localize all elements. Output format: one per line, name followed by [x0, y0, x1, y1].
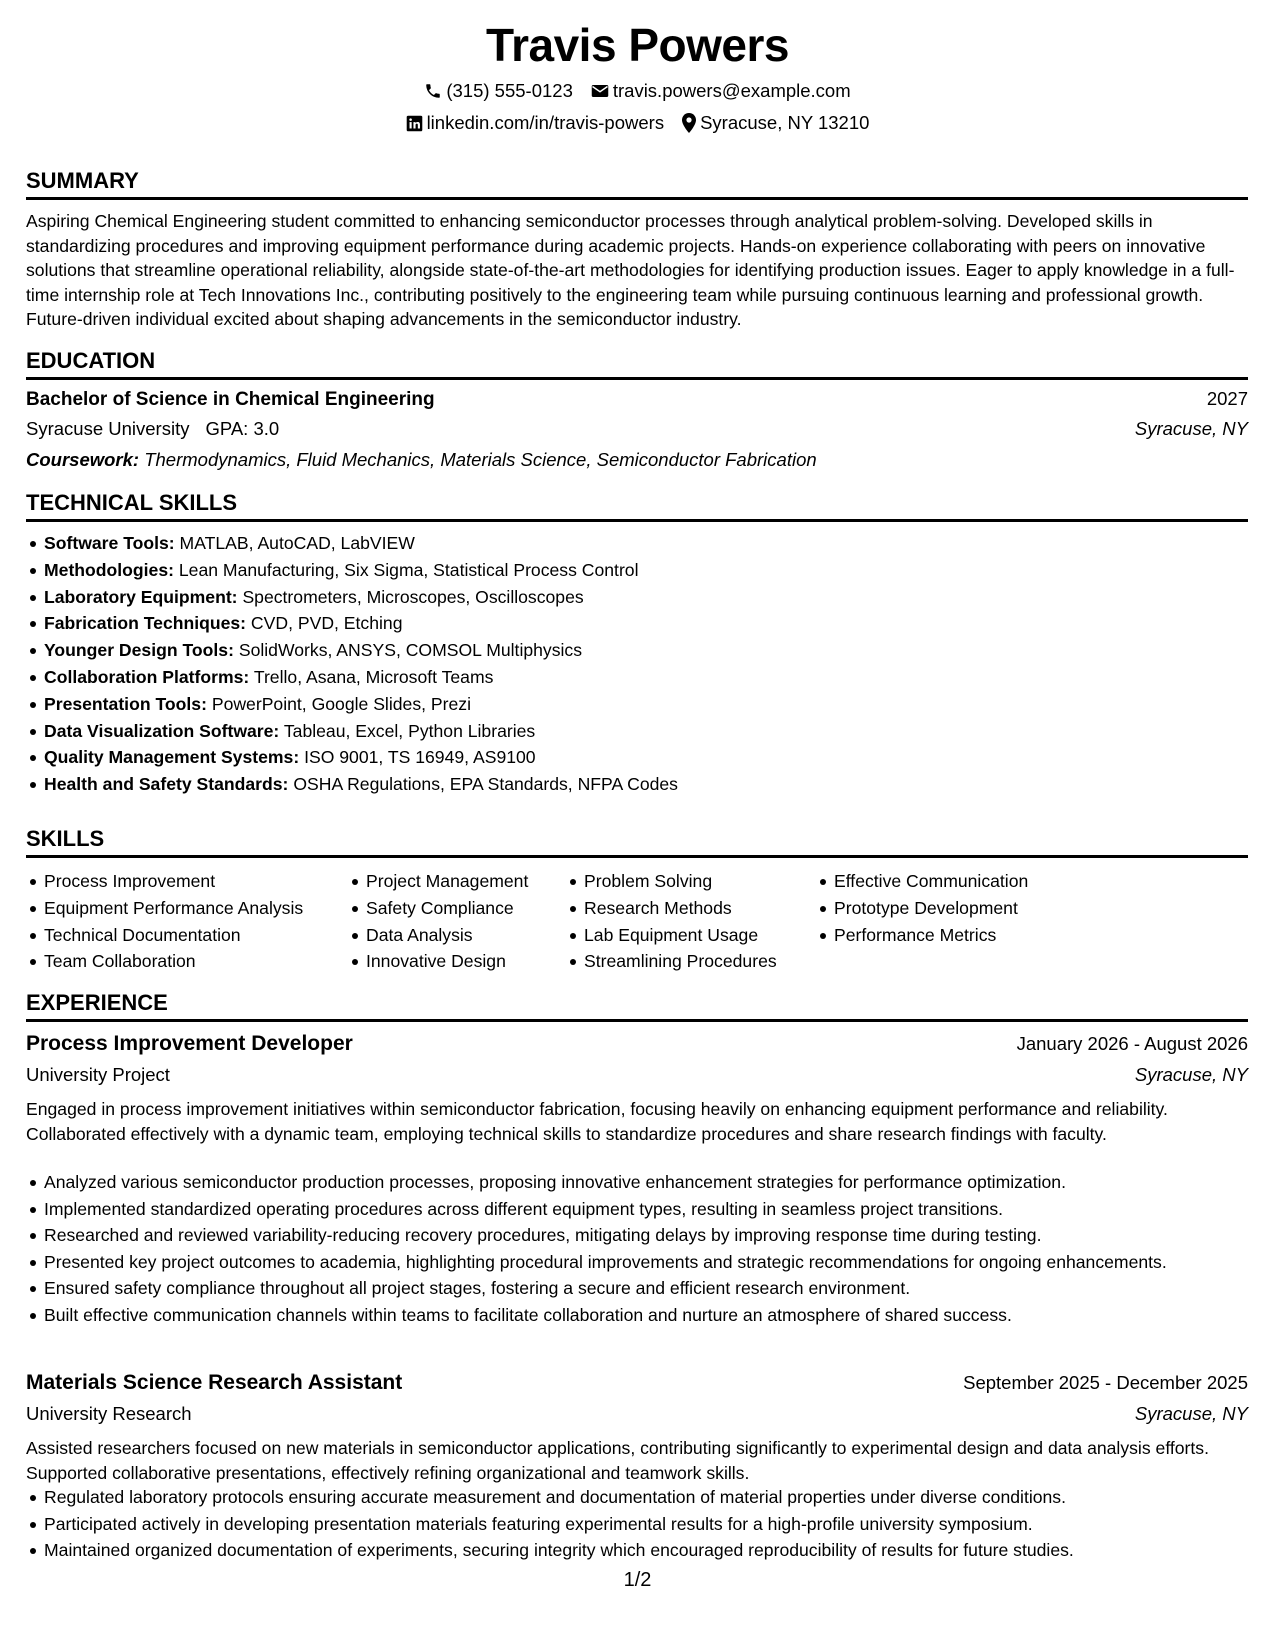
job-location: Syracuse, NY [1134, 1064, 1248, 1085]
list-item: Ensured safety compliance throughout all project stages, fostering a secure and efficient research environment. [26, 1276, 1248, 1301]
list-item: Fabrication Techniques: CVD, PVD, Etching [26, 610, 1248, 637]
map-pin-icon [682, 113, 696, 133]
list-item: Health and Safety Standards: OSHA Regulations, EPA Standards, NFPA Codes [26, 771, 1248, 798]
education-school-row [26, 418, 1248, 440]
summary-text: Aspiring Chemical Engineering student committed to enhancing semiconductor processes through analytical problem-solving. Developed skills in standardizing procedures and improving equipment performance during academic projects. Hands-on experience collaborating with peers on innovative solutions that streamline operational reliability, alongside state-of-the-art methodologies for identifying production issues. Eager to apply knowledge in a full-time internship role at Tech Innovations Inc., contributing positively to the engineering team while pursuing continuous learning and professional growth. Future-driven individual excited about shaping advancements in the semiconductor industry. [26, 211, 1235, 329]
list-item: Prototype Development [816, 895, 1076, 922]
skills-column [816, 868, 1076, 975]
contact-line-1 [0, 80, 1275, 102]
list-item: Implemented standardized operating procedures across different equipment types, resulting in seamless project transitions. [26, 1197, 1248, 1222]
list-item: Methodologies: Lean Manufacturing, Six Sigma, Statistical Process Control [26, 557, 1248, 584]
school-info [26, 418, 279, 440]
job-bullets [26, 1485, 1248, 1563]
coursework-line [26, 449, 817, 471]
list-item: Participated actively in developing presentation materials featuring experimental results for a high-profile university symposium. [26, 1512, 1248, 1537]
list-item: Effective Communication [816, 868, 1076, 895]
job-title: Materials Science Research Assistant [26, 1371, 403, 1394]
page-number: 1/2 [623, 1569, 652, 1591]
email-address: travis.powers@example.com [612, 80, 851, 101]
education-degree-row [26, 388, 1248, 411]
coursework-list: Thermodynamics, Fluid Mechanics, Materials Science, Semiconductor Fabrication [144, 449, 817, 470]
list-item: Collaboration Platforms: Trello, Asana, Microsoft Teams [26, 664, 1248, 691]
list-item: Team Collaboration [26, 948, 348, 975]
list-item: Safety Compliance [348, 895, 566, 922]
contact-line-2 [0, 112, 1275, 134]
location-contact [682, 112, 869, 134]
list-item: Lab Equipment Usage [566, 922, 816, 949]
job-dates: January 2026 - August 2026 [1016, 1033, 1248, 1054]
list-item: Regulated laboratory protocols ensuring accurate measurement and documentation of material properties under diverse conditions. [26, 1485, 1248, 1510]
candidate-name: Travis Powers [486, 19, 789, 71]
list-item: Performance Metrics [816, 922, 1076, 949]
school-name: Syracuse University [26, 418, 190, 439]
phone-contact[interactable] [424, 80, 573, 102]
gpa: GPA: 3.0 [205, 418, 280, 439]
list-item: Analyzed various semiconductor production processes, proposing innovative enhancement strategies for performance optimization. [26, 1170, 1248, 1195]
envelope-icon [591, 83, 609, 99]
skills-column [566, 868, 816, 975]
degree-title: Bachelor of Science in Chemical Engineering [26, 389, 435, 410]
job-header-row [26, 1371, 1248, 1395]
list-item: Built effective communication channels within teams to facilitate collaboration and nurture an atmosphere of shared success. [26, 1303, 1248, 1328]
linkedin-url: linkedin.com/in/travis-powers [426, 112, 665, 133]
education-heading: EDUCATION [26, 348, 1248, 380]
job-organization: University Research [26, 1403, 192, 1424]
list-item: Data Analysis [348, 922, 566, 949]
linkedin-contact[interactable] [406, 112, 665, 134]
location-text: Syracuse, NY 13210 [700, 112, 870, 133]
list-item: Project Management [348, 868, 566, 895]
list-item: Presentation Tools: PowerPoint, Google Slides, Prezi [26, 691, 1248, 718]
technical-skills-heading: TECHNICAL SKILLS [26, 490, 1248, 522]
phone-number: (315) 555-0123 [446, 80, 573, 101]
experience-heading: EXPERIENCE [26, 990, 1248, 1022]
list-item: Maintained organized documentation of experiments, securing integrity which encouraged reproducibility of results for future studies. [26, 1538, 1248, 1563]
list-item: Laboratory Equipment: Spectrometers, Microscopes, Oscilloscopes [26, 584, 1248, 611]
list-item: Researched and reviewed variability-reducing recovery procedures, mitigating delays by improving response time during testing. [26, 1223, 1248, 1248]
technical-skills-list [26, 530, 1248, 798]
skills-grid [26, 868, 1076, 975]
job-description: Assisted researchers focused on new materials in semiconductor applications, contributing significantly to experimental design and data analysis efforts. Supported collaborative presentations, effectively refining organizational and teamwork skills. [26, 1438, 1209, 1483]
list-item: Research Methods [566, 895, 816, 922]
list-item: Data Visualization Software: Tableau, Excel, Python Libraries [26, 718, 1248, 745]
linkedin-icon [406, 115, 423, 132]
list-item: Problem Solving [566, 868, 816, 895]
school-location: Syracuse, NY [1134, 418, 1248, 439]
skills-heading: SKILLS [26, 826, 1248, 858]
job-title: Process Improvement Developer [26, 1032, 353, 1055]
list-item: Streamlining Procedures [566, 948, 816, 975]
email-contact[interactable] [591, 80, 851, 102]
job-bullets [26, 1170, 1248, 1327]
list-item: Innovative Design [348, 948, 566, 975]
list-item: Process Improvement [26, 868, 348, 895]
skills-column [26, 868, 348, 975]
job-location: Syracuse, NY [1134, 1403, 1248, 1424]
list-item: Technical Documentation [26, 922, 348, 949]
summary-heading: SUMMARY [26, 168, 1248, 200]
skills-column [348, 868, 566, 975]
job-org-row [26, 1403, 1248, 1425]
list-item: Presented key project outcomes to academia, highlighting procedural improvements and strategic recommendations for ongoing enhancements. [26, 1250, 1248, 1275]
coursework-label: Coursework: [26, 449, 140, 470]
phone-icon [424, 82, 442, 100]
job-organization: University Project [26, 1064, 170, 1085]
list-item: Software Tools: MATLAB, AutoCAD, LabVIEW [26, 530, 1248, 557]
graduation-year: 2027 [1206, 388, 1248, 409]
list-item: Quality Management Systems: ISO 9001, TS 16949, AS9100 [26, 744, 1248, 771]
list-item: Younger Design Tools: SolidWorks, ANSYS, COMSOL Multiphysics [26, 637, 1248, 664]
job-org-row [26, 1064, 1248, 1086]
list-item: Equipment Performance Analysis [26, 895, 348, 922]
job-dates: September 2025 - December 2025 [963, 1372, 1248, 1393]
job-header-row [26, 1032, 1248, 1056]
job-description: Engaged in process improvement initiatives within semiconductor fabrication, focusing heavily on enhancing equipment performance and reliability. Collaborated effectively with a dynamic team, employing technical skills to standardize procedures and share research findings with faculty. [26, 1099, 1168, 1144]
